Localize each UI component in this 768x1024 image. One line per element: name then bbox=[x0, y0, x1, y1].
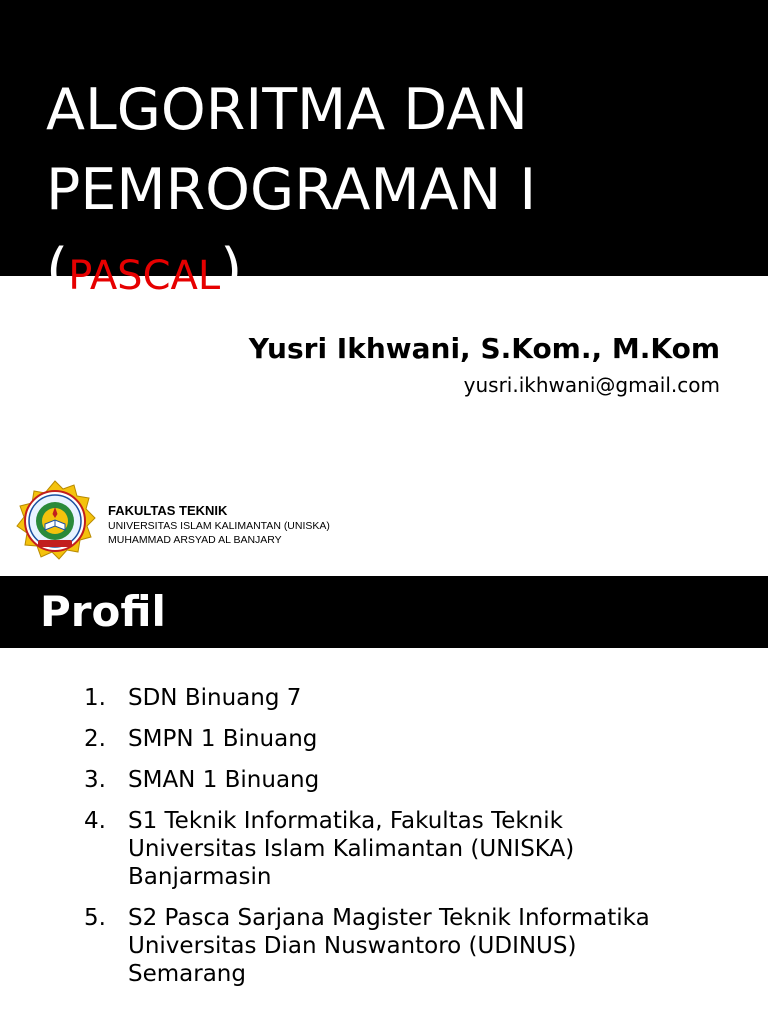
title-line-2: PEMROGRAMAN I bbox=[46, 157, 537, 223]
list-item-line: SMAN 1 Binuang bbox=[128, 767, 320, 793]
list-item bbox=[84, 766, 744, 794]
list-item-number: 2. bbox=[84, 726, 106, 752]
list-item-number: 1. bbox=[84, 685, 106, 711]
list-item-line: SDN Binuang 7 bbox=[128, 685, 302, 711]
list-item-line: S1 Teknik Informatika, Fakultas Teknik bbox=[128, 808, 563, 834]
title-line-1: ALGORITMA DAN bbox=[46, 77, 528, 143]
list-item-line: S2 Pasca Sarjana Magister Teknik Informatika bbox=[128, 905, 650, 931]
title-paren-open: ( bbox=[46, 237, 69, 303]
list-item bbox=[84, 684, 744, 712]
faculty-block bbox=[108, 503, 330, 547]
slide-title bbox=[46, 70, 746, 316]
list-item-number: 3. bbox=[84, 767, 106, 793]
list-item-text bbox=[128, 766, 319, 794]
title-line-3 bbox=[46, 230, 746, 316]
university-seal-icon bbox=[14, 480, 96, 562]
author-email: yusri.ikhwani@gmail.com bbox=[463, 373, 720, 397]
list-item-line: Universitas Dian Nuswantoro (UDINUS) bbox=[128, 933, 577, 959]
section-band bbox=[0, 576, 768, 648]
university-founder: MUHAMMAD ARSYAD AL BANJARY bbox=[108, 534, 282, 546]
section-title: Profil bbox=[40, 587, 166, 636]
list-item-line: Semarang bbox=[128, 961, 246, 987]
list-item-text bbox=[128, 904, 650, 988]
list-item-text bbox=[128, 684, 301, 712]
profile-slide bbox=[0, 576, 768, 1024]
list-item-line: Universitas Islam Kalimantan (UNISKA) bbox=[128, 836, 575, 862]
list-item-line: Banjarmasin bbox=[128, 864, 272, 890]
list-item bbox=[84, 904, 744, 988]
list-item-text bbox=[128, 807, 574, 891]
author-name: Yusri Ikhwani, S.Kom., M.Kom bbox=[248, 332, 720, 365]
list-item-number: 4. bbox=[84, 808, 106, 834]
title-paren-close: ) bbox=[220, 237, 243, 303]
list-item bbox=[84, 807, 744, 891]
faculty-name: FAKULTAS TEKNIK bbox=[108, 503, 228, 518]
list-item-number: 5. bbox=[84, 905, 106, 931]
list-item-line: SMPN 1 Binuang bbox=[128, 726, 318, 752]
profile-list bbox=[84, 684, 744, 1001]
title-highlight: PASCAL bbox=[68, 253, 221, 299]
university-name: UNIVERSITAS ISLAM KALIMANTAN (UNISKA) bbox=[108, 520, 330, 532]
list-item-text bbox=[128, 725, 317, 753]
list-item bbox=[84, 725, 744, 753]
author-block bbox=[249, 330, 720, 398]
